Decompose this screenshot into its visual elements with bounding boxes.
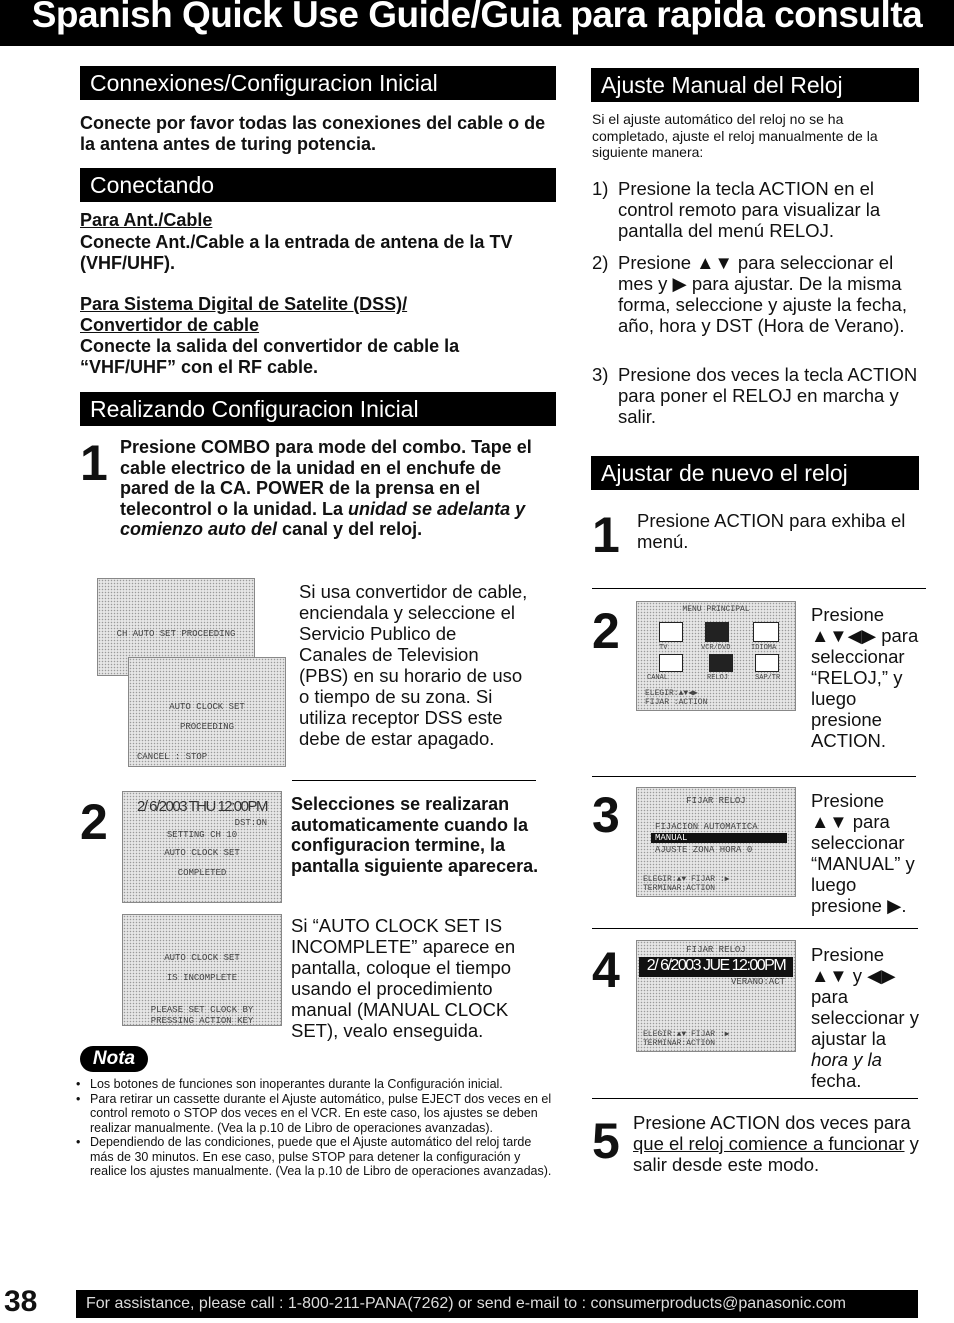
divider: [592, 588, 926, 589]
ant-cable-text: Conecte Ant./Cable a la entrada de antena de la TV (VHF/UHF).: [80, 232, 513, 273]
screen-ch-auto-set: CH AUTO SET PROCEEDING: [97, 578, 255, 676]
connexiones-text: Conecte por favor todas las conexiones del cable o de la antena antes de turing potencia.: [80, 113, 546, 154]
page-number: 38: [4, 1285, 38, 1318]
manual-step: 2) Presione ▲▼ para seleccionar el mes y ▶ para ajustar. De la misma forma, seleccione y ajuste la fecha, año, hora y DST (Hora de Verano).: [592, 252, 907, 336]
reset-step4-text: Presione ▲▼ y ◀▶ para seleccionar y ajustar la hora y la fecha.: [811, 944, 919, 1091]
divider: [292, 780, 536, 781]
section-header-realizando: Realizando Configuracion Inicial: [80, 392, 556, 426]
clock-icon: [709, 654, 733, 672]
note-item: • Los botones de funciones son inoperantes durante la Configuración inicial.: [76, 1077, 554, 1092]
step-number-2: 2: [80, 794, 108, 850]
reset-step-number-4: 4: [592, 942, 620, 998]
step1-text: Presione COMBO para mode del combo. Tape el cable electrico de la unidad en el enchufe de pared de la CA. POWER de la prensa en el telecontrol o la unidad. La unidad se adelanta y comienzo auto del canal y del reloj.: [120, 437, 532, 540]
note-item: • Para retirar un cassette durante el Ajuste automático, pulse EJECT dos veces en el control remoto o STOP dos veces en el VCR. En este caso, los ajustes se deben realizar manualmente. (Vea la p.10 de Libro de operaciones avanzadas).: [76, 1092, 554, 1136]
divider: [592, 776, 916, 777]
section-header-connexiones: Connexiones/Configuracion Inicial: [80, 66, 556, 100]
idioma-icon: [753, 622, 779, 642]
screen-set-clock: FIJAR RELOJ 2/ 6/2003 JUE 12:00PM VERANO:ACT ELEGIR:▲▼ FIJAR :▶ TERMINAR:ACTION: [636, 940, 796, 1052]
sap-icon: [755, 654, 779, 672]
screen-fijar-reloj: FIJAR RELOJ FIJACION AUTOMATICA MANUAL AJUSTE ZONA HORA 0 ELEGIR:▲▼ FIJAR :▶ TERMINAR:ACTION: [636, 787, 796, 897]
ant-cable-title: Para Ant./Cable: [80, 210, 213, 230]
screen-menu-principal: MENU PRINCIPAL TV VCR/DVD IDIOMA CANAL RELOJ SAP/TR ELEGIR:▲▼◀▶ FIJAR :ACTION: [636, 601, 796, 711]
manual-step: 3) Presione dos veces la tecla ACTION para poner el RELOJ en marcha y salir.: [592, 364, 918, 427]
assistance-footer: For assistance, please call : 1-800-211-PANA(7262) or send e-mail to : consumerproducts@panasonic.com: [76, 1290, 918, 1318]
screen-completed: 2/ 6/2003 THU 12:00PM DST:ON SETTING CH 10 AUTO CLOCK SET COMPLETED: [122, 791, 282, 903]
tv-icon: [659, 622, 683, 642]
reset-step-number-3: 3: [592, 787, 620, 843]
incomplete-text: Si “AUTO CLOCK SET IS INCOMPLETE” aparece en pantalla, coloque el tiempo usando el procedimiento manual (MANUAL CLOCK SET), vealo enseguida.: [291, 915, 516, 1041]
screen-auto-clock-proceeding: AUTO CLOCK SET PROCEEDING CANCEL : STOP: [128, 657, 286, 767]
divider: [592, 1098, 918, 1099]
reset-step2-text: Presione ▲▼◀▶ para seleccionar “RELOJ,” y luego presione ACTION.: [811, 604, 919, 751]
reset-step1-text: Presione ACTION para exhiba el menú.: [637, 510, 906, 552]
dss-title: Para Sistema Digital de Satelite (DSS)/ Convertidor de cable: [80, 294, 408, 335]
step2-text: Selecciones se realizaran automaticamente cuando la configuracion termine, la pantalla siguiente aparecera.: [291, 794, 539, 876]
manual-step: 1) Presione la tecla ACTION en el control remoto para visualizar la pantalla del menú RELOJ.: [592, 178, 881, 241]
reset-step-number-2: 2: [592, 603, 620, 659]
section-header-ajustar-nuevo: Ajustar de nuevo el reloj: [591, 456, 919, 490]
reset-step-number-1: 1: [592, 507, 620, 563]
dss-text: Conecte la salida del convertidor de cable la “VHF/UHF” con el RF cable.: [80, 336, 460, 377]
nota-badge: Nota: [80, 1046, 148, 1072]
antenna-icon: [659, 654, 683, 672]
note-item: • Dependiendo de las condiciones, puede que el Ajuste automático del reloj tarde más de 30 minutos. En ese caso, pulse STOP para detener la configuración y realice los ajustes manualmente. (Vea la p.10 de Libro de operaciones avanzadas).: [76, 1135, 554, 1179]
reset-step5-text: Presione ACTION dos veces para que el reloj comience a funcionar y salir desde este modo.: [633, 1112, 919, 1175]
step-number-1: 1: [80, 435, 108, 491]
reset-step-number-5: 5: [592, 1113, 620, 1169]
section-header-conectando: Conectando: [80, 168, 556, 202]
manual-steps: [592, 178, 922, 428]
section-header-ajuste-manual: Ajuste Manual del Reloj: [591, 68, 919, 102]
manual-intro: Si el ajuste automático del reloj no se ha completado, ajuste el reloj manualmente de la siguiente manera:: [592, 111, 878, 160]
divider: [592, 928, 918, 929]
vcr-dvd-icon: [705, 622, 729, 642]
page-title: Spanish Quick Use Guide/Guia para rapida consulta: [0, 0, 954, 46]
reset-step3-text: Presione ▲▼ para seleccionar “MANUAL” y luego presione ▶.: [811, 790, 915, 916]
notes-list: [76, 1077, 554, 1179]
convertor-text: Si usa convertidor de cable, enciendala y seleccione el Servicio Publico de Canales de Television (PBS) en su horario de uso o tiempo de su zona. Si utiliza receptor DSS este debe de estar apagado.: [299, 581, 528, 749]
screen-incomplete: AUTO CLOCK SET IS INCOMPLETE PLEASE SET CLOCK BY PRESSING ACTION KEY: [122, 914, 282, 1026]
